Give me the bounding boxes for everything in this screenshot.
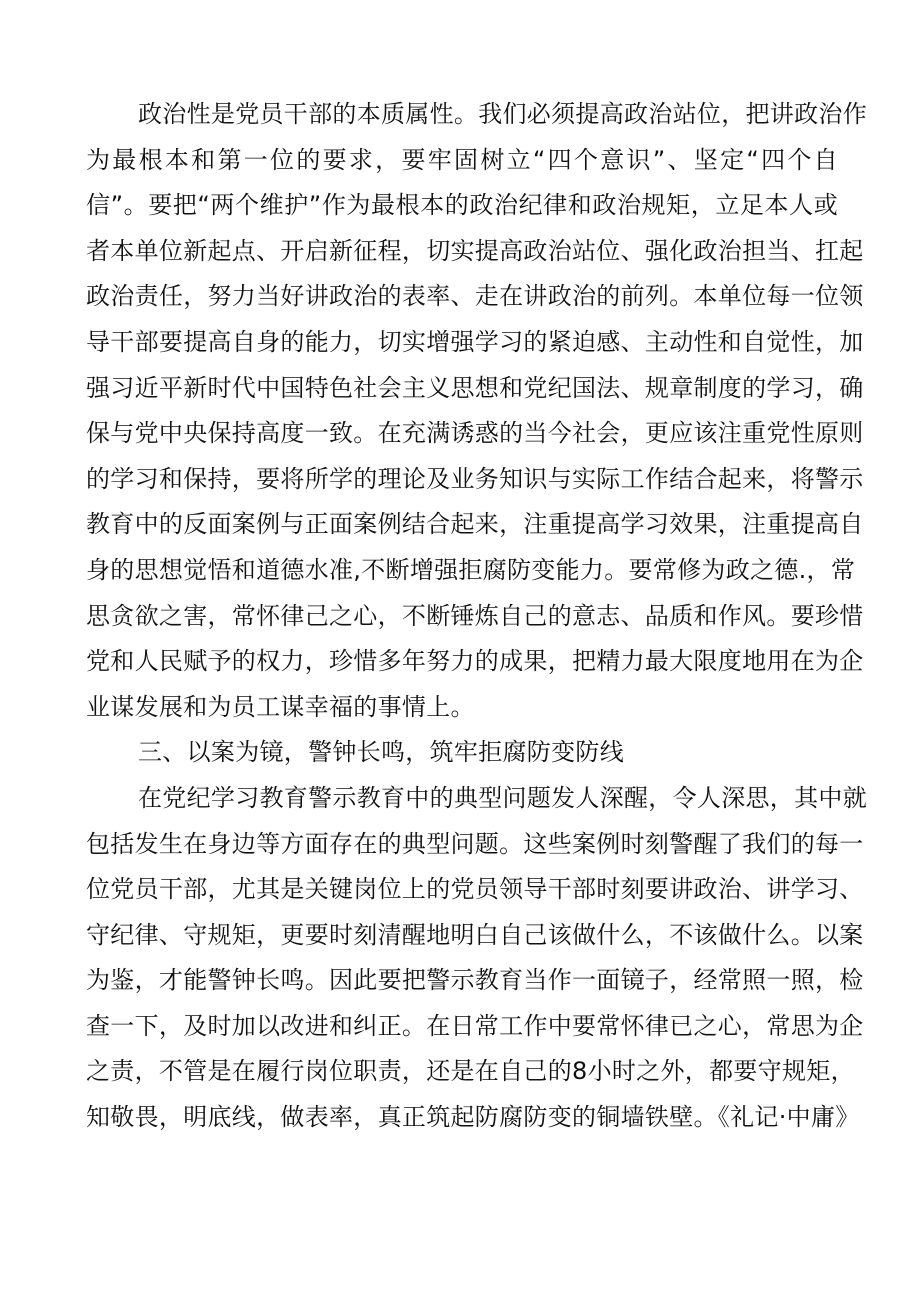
paragraph-line: 强习近平新时代中国特色社会主义思想和党纪国法、规章制度的学习，确	[86, 373, 864, 402]
paragraph-line: 者本单位新起点、开启新征程，切实提高政治站位、强化政治担当、扛起	[86, 236, 864, 265]
paragraph-line: 教育中的反面案例与正面案例结合起来，注重提高学习效果，注重提高自	[86, 510, 864, 539]
paragraph-line: 身的思想觉悟和道德水准,不断增强拒腐防变能力。要常修为政之德.，常	[86, 555, 856, 584]
paragraph-line: 知敬畏，明底线，做表率，真正筑起防腐防变的铜墙铁壁。《礼记·中庸》	[86, 1103, 860, 1132]
paragraph-line: 信”。要把“两个维护”作为最根本的政治纪律和政治规矩，立足本人或	[86, 191, 838, 220]
paragraph-line: 位党员干部，尤其是关键岗位上的党员领导干部时刻要讲政治、讲学习、	[86, 875, 864, 904]
paragraph-line: 在党纪学习教育警示教育中的典型问题发人深醒，令人深思，其中就	[138, 783, 867, 812]
paragraph-line: 为鉴，才能警钟长鸣。因此要把警示教育当作一面镜子，经常照一照，检	[86, 966, 864, 995]
section-heading: 三、以案为镜，警钟长鸣，筑牢拒腐防变防线	[138, 738, 624, 767]
paragraph-line: 保与党中央保持高度一致。在充满诱惑的当今社会，更应该注重党性原则	[86, 419, 864, 448]
paragraph-warning-education	[86, 776, 867, 1141]
paragraph-line: 之责，不管是在履行岗位职责，还是在自己的8小时之外，都要守规矩，	[86, 1057, 855, 1086]
paragraph-line: 查一下，及时加以改进和纠正。在日常工作中要常怀律已之心，常思为企	[86, 1011, 864, 1040]
paragraph-line: 的学习和保持，要将所学的理论及业务知识与实际工作结合起来，将警示	[86, 464, 864, 493]
document-page	[86, 92, 867, 1141]
paragraph-line: 政治性是党员干部的本质属性。我们必须提高政治站位，把讲政治作	[138, 100, 867, 128]
paragraph-line: 政治责任，努力当好讲政治的表率、走在讲政治的前列。本单位每一位领	[86, 282, 864, 311]
paragraph-line: 包括发生在身边等方面存在的典型问题。这些案例时刻警醒了我们的每一	[86, 829, 864, 858]
paragraph-line: 为最根本和第一位的要求，要牢固树立“四个意识”、坚定“四个自	[86, 145, 838, 174]
paragraph-political-nature	[86, 92, 867, 730]
paragraph-line: 思贪欲之害，常怀律己之心，不断锤炼自己的意志、品质和作风。要珍惜	[86, 601, 864, 630]
paragraph-line: 党和人民赋予的权力，珍惜多年努力的成果，把精力最大限度地用在为企	[86, 647, 864, 676]
paragraph-line: 业谋发展和为员工谋幸福的事情上。	[86, 692, 475, 721]
paragraph-line: 导干部要提高自身的能力，切实增强学习的紧迫感、主动性和自觉性，加	[86, 327, 864, 356]
paragraph-line: 守纪律、守规矩，更要时刻清醒地明白自己该做什么，不该做什么。以案	[86, 920, 864, 949]
